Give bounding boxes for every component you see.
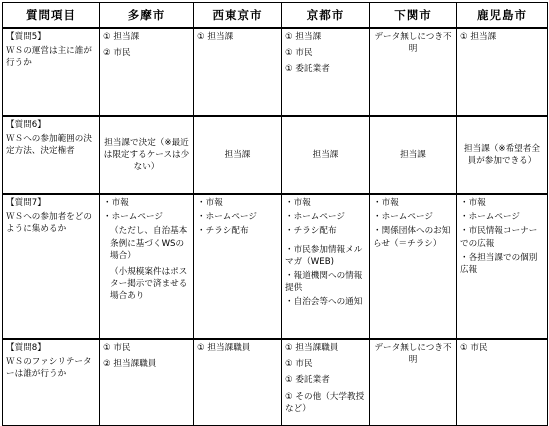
question-5-text: ＷＳの運営は主に誰が行うか — [6, 46, 92, 69]
q8-tama-answer: ① 市民 — [103, 343, 131, 353]
q7-tama-item: ・ホームページ — [103, 212, 163, 223]
q7-nishitokyo-item: ・ホームページ — [197, 212, 257, 223]
q8-nishitokyo-answer: ① 担当課職員 — [197, 343, 251, 353]
q7-nishitokyo-cell — [194, 194, 282, 339]
q5-tama-answer: ② 市民 — [103, 48, 131, 59]
question-7-text: ＷＳへの参加者をどのように集めるか — [6, 212, 92, 235]
q8-shimonoseki-answer: データ無しにつき不明 — [374, 343, 452, 366]
header-city-nishitokyo: 西東京市 — [194, 3, 282, 29]
q5-nishitokyo-answer: ① 担当課 — [197, 32, 234, 42]
header-city-kyoto: 京都市 — [282, 3, 370, 29]
q7-nishitokyo-item: ・チラシ配布 — [197, 226, 249, 237]
q5-kyoto-answer: ① 担当課 — [285, 32, 322, 42]
q8-kyoto-cell — [282, 339, 370, 425]
question-8-cell — [3, 339, 100, 425]
q7-tama-note: （小規模案件はポスター掲示で済ませる場合あり — [110, 267, 188, 302]
q7-kagoshima-item: ・各担当課での個別広報 — [460, 252, 538, 276]
q8-nishitokyo-cell — [194, 339, 282, 425]
q5-kyoto-cell — [282, 28, 370, 116]
row-question-8 — [3, 339, 548, 425]
q8-tama-answer: ② 担当課職員 — [103, 359, 157, 370]
q8-tama-cell — [100, 339, 194, 425]
q7-tama-item: ・市報 — [103, 198, 129, 208]
q7-kyoto-item: ・報道機関への情報提供 — [285, 271, 363, 294]
q8-kagoshima-answer: ① 市民 — [460, 343, 488, 353]
q5-shimonoseki-cell — [370, 28, 457, 116]
q7-kagoshima-item: ・市報 — [460, 198, 486, 208]
q5-nishitokyo-cell — [194, 28, 282, 116]
q7-kyoto-item: ・ホームページ — [285, 212, 345, 223]
q6-shimonoseki-cell — [370, 116, 457, 194]
q7-kyoto-item: ・市民参加情報メルマガ（WEB) — [285, 244, 363, 267]
q7-tama-note: （ただし、自治基本条例に基づくWSの場合） — [110, 226, 188, 261]
header-question-item: 質問項目 — [3, 3, 100, 29]
q5-tama-answer: ① 担当課 — [103, 32, 140, 42]
question-6-cell — [3, 116, 100, 194]
q6-kagoshima-cell — [457, 116, 548, 194]
q6-nishitokyo-answer: 担当課 — [224, 149, 251, 160]
header-city-shimonoseki: 下関市 — [370, 3, 457, 29]
q7-kyoto-cell — [282, 194, 370, 339]
header-row — [3, 3, 548, 29]
q6-shimonoseki-answer: 担当課 — [400, 149, 426, 160]
row-question-6 — [3, 116, 548, 194]
q6-kyoto-answer: 担当課 — [312, 149, 339, 160]
q6-tama-cell — [100, 116, 194, 194]
q8-kyoto-answer: ① 市民 — [285, 359, 313, 370]
question-5-title: 【質問5】 — [6, 32, 46, 42]
question-6-title: 【質問6】 — [6, 120, 46, 130]
q8-kyoto-answer: ① 委託業者 — [285, 375, 330, 386]
q5-kyoto-answer: ① 市民 — [285, 48, 313, 59]
q7-kyoto-item: ・自治会等への通知 — [285, 297, 363, 308]
question-8-title: 【質問8】 — [6, 343, 46, 353]
q7-shimonoseki-item: ・ホームページ — [373, 212, 433, 223]
q6-nishitokyo-cell — [194, 116, 282, 194]
q6-tama-answer: 担当課で決定（※最近は限定するケースは少ない） — [103, 137, 190, 173]
q6-kyoto-cell — [282, 116, 370, 194]
survey-comparison-table — [2, 2, 548, 426]
q7-kagoshima-item: ・市民情報コーナーでの広報 — [460, 226, 538, 249]
row-question-5 — [3, 28, 548, 116]
q7-kagoshima-cell — [457, 194, 548, 339]
q8-shimonoseki-cell — [370, 339, 457, 425]
q8-kagoshima-cell — [457, 339, 548, 425]
header-city-tama: 多摩市 — [100, 3, 194, 29]
q7-kyoto-item: ・市報 — [285, 198, 311, 208]
question-7-title: 【質問7】 — [6, 198, 46, 208]
question-7-cell — [3, 194, 100, 339]
q5-kagoshima-cell — [457, 28, 548, 116]
q6-kagoshima-answer: 担当課（※希望者全員が参加できる） — [464, 143, 540, 166]
q5-kagoshima-answer: ① 担当課 — [460, 32, 497, 42]
q7-nishitokyo-item: ・市報 — [197, 198, 223, 208]
row-question-7 — [3, 194, 548, 339]
question-8-text: ＷＳのファシリテーターは誰が行うか — [6, 357, 92, 380]
q8-kyoto-answer: ① 担当課職員 — [285, 343, 339, 353]
q5-tama-cell — [100, 28, 194, 116]
q7-shimonoseki-cell — [370, 194, 457, 339]
q7-tama-cell — [100, 194, 194, 339]
question-5-cell — [3, 28, 100, 116]
q5-shimonoseki-answer: データ無しにつき不明 — [374, 32, 452, 55]
q5-kyoto-answer: ① 委託業者 — [285, 64, 330, 75]
q7-shimonoseki-item: ・関係団体へのお知らせ（＝チラシ） — [373, 226, 451, 249]
q7-shimonoseki-item: ・市報 — [373, 198, 399, 208]
q7-kagoshima-item: ・ホームページ — [460, 212, 520, 223]
question-6-text: ＷＳへの参加範囲の決定方法、決定権者 — [6, 134, 92, 157]
header-city-kagoshima: 鹿児島市 — [457, 3, 548, 29]
q7-kyoto-item: ・チラシ配布 — [285, 226, 337, 237]
q8-kyoto-answer: ① その他（大学教授など） — [285, 391, 365, 414]
